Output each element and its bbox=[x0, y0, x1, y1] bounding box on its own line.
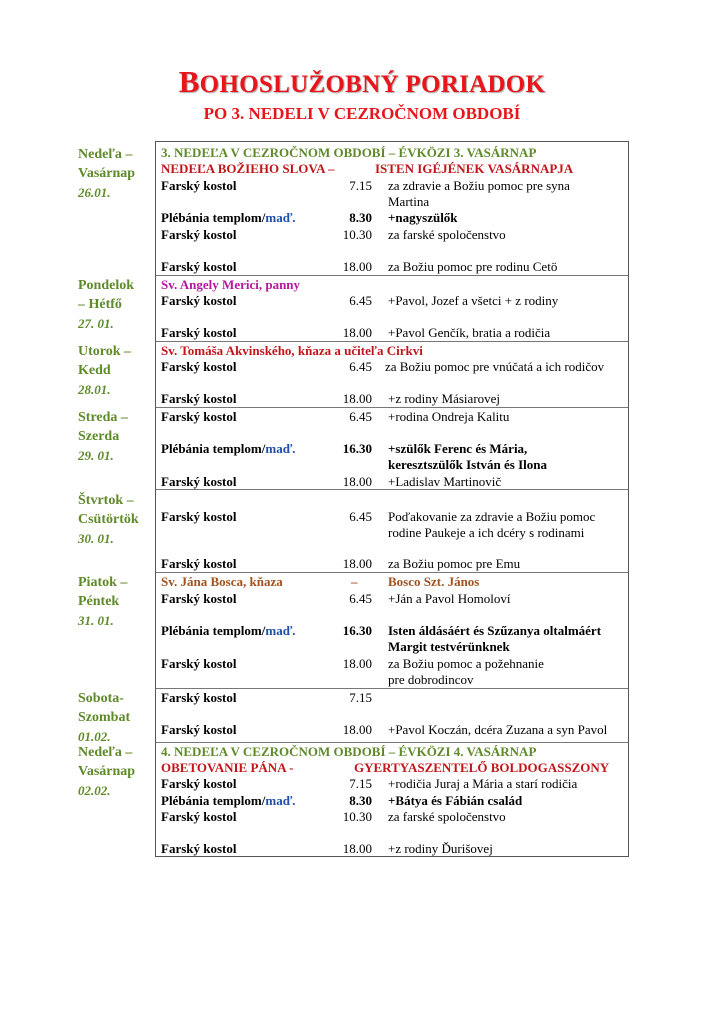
day-date: 28.01. bbox=[78, 382, 111, 397]
day-divider bbox=[156, 341, 628, 342]
day-label: Utorok – Kedd 28.01. bbox=[78, 344, 132, 397]
feast-subtitle: NEDEĽA BOŽIEHO SLOVA – ISTEN IGÉJÉNEK VASÁRNAPJA bbox=[161, 161, 574, 176]
day-label: Sobota- Szombat 01.02. bbox=[78, 691, 131, 744]
feast-title: Sv. Tomáša Akvinského, kňaza a učiteľa Cirkvi bbox=[161, 343, 423, 358]
day-date: 30. 01. bbox=[78, 531, 114, 546]
day-label: Streda – Szerda 29. 01. bbox=[78, 410, 128, 463]
day-date: 31. 01. bbox=[78, 613, 114, 628]
feast-title: Sv. Jána Bosca, kňaza – Bosco Szt. János bbox=[161, 574, 480, 589]
day-divider bbox=[156, 688, 628, 689]
day-label: Nedeľa – Vasárnap 26.01. bbox=[78, 147, 136, 200]
day-date: 02.02. bbox=[78, 783, 111, 798]
day-divider bbox=[156, 275, 628, 276]
day-label: Štvrtok – Csütörtök 30. 01. bbox=[78, 493, 139, 546]
title-initial: B bbox=[178, 64, 200, 99]
page-title bbox=[0, 64, 724, 100]
feast-title: Sv. Angely Merici, panny bbox=[161, 277, 301, 292]
feast-title: 3. NEDEĽA V CEZROČNOM OBDOBÍ – ÉVKÖZI 3. VASÁRNAP bbox=[161, 145, 537, 160]
day-divider bbox=[156, 407, 628, 408]
feast-title: 4. NEDEĽA V CEZROČNOM OBDOBÍ – ÉVKÖZI 4. VASÁRNAP bbox=[161, 744, 537, 759]
feast-subtitle: OBETOVANIE PÁNA - GYERTYASZENTELŐ BOLDOGASSZONY bbox=[161, 760, 610, 775]
day-date: 26.01. bbox=[78, 185, 111, 200]
day-date: 29. 01. bbox=[78, 448, 114, 463]
day-date: 27. 01. bbox=[78, 316, 114, 331]
day-label: Pondelok – Hétfő 27. 01. bbox=[78, 278, 135, 331]
schedule-table: 3. NEDEĽA V CEZROČNOM OBDOBÍ – ÉVKÖZI 3. VASÁRNAP NEDEĽA BOŽIEHO SLOVA – ISTEN IGÉJÉNEK VASÁRNAPJA Farský kostol 7.15 za zdravie a Božiu pomoc pre syna Martina Plébánia templom/maď. 8.30 +nagyszülők Farský kostol 10.30 za farské spoločenstvo Farský kostol 18.00 za Božiu pomoc pre rodinu Cetö Sv. Angely Merici, panny Farský kostol 6.45 +Pavol, Jozef a všetci + z rodiny Farský kostol 18.00 +Pavol Genčík, bratia a rodičia Sv. Tomáša Akvinského, kňaza a učiteľa Cirkvi Farský kostol 6.45 za Božiu pomoc pre vnúčatá a ich rodičov Farský kostol 18.00 +z rodiny Másiarovej Farský kostol 6.45 +rodina Ondreja Kalitu Plébánia templom/maď. 16.30 +szülők Ferenc és Mária, keresztszülők István és Ilona Farský kostol 18.00 +Ladislav Martinovič Farský kostol 6.45 Poďakovanie za zdravie a Božiu pomoc rodine Paukeje a ich dcéry s rodinami Farský kostol 18.00 za Božiu pomoc pre Emu Sv. Jána Bosca, kňaza – Bosco Szt. János Farský kostol 6.45 +Ján a Pavol Homoloví Plébánia templom/maď. 16.30 Isten áldásáért és Szűzanya oltalmáért Margit testvérünknek Farský kostol 18.00 za Božiu pomoc a požehnanie pre dobrodincov Farský kostol 7.15 Farský kostol 18.00 +Pavol Koczán, dcéra Zuzana a syn Pavol 4. NEDEĽA V CEZROČNOM OBDOBÍ – ÉVKÖZI 4. VASÁRNAP OBETOVANIE PÁNA - GYERTYASZENTELŐ BOLDOGASSZONY Farský kostol 7.15 +rodičia Juraj a Mária a starí rodičia Plébánia templom/maď. 8.30 +Bátya és Fábián család Farský kostol 10.30 za farské spoločenstvo Farský kostol 18.00 +z rodiny Ďurišovej bbox=[155, 141, 629, 857]
title-rest: OHOSLUŽOBNÝ PORIADOK bbox=[199, 71, 546, 98]
day-label: Piatok – Péntek 31. 01. bbox=[78, 575, 128, 628]
day-label: Nedeľa – Vasárnap 02.02. bbox=[78, 745, 136, 798]
day-divider bbox=[156, 742, 628, 743]
page-subtitle: PO 3. NEDELI V CEZROČNOM OBDOBÍ bbox=[203, 104, 521, 123]
day-date: 01.02. bbox=[78, 729, 111, 744]
day-divider bbox=[156, 572, 628, 573]
